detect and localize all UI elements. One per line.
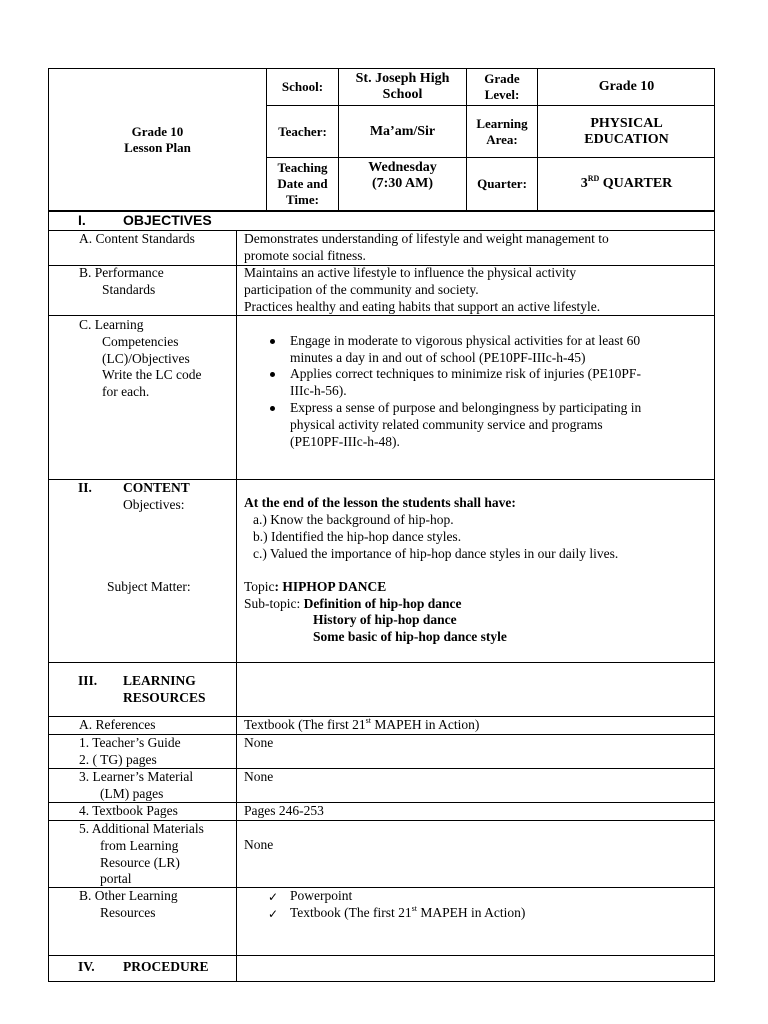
- lc-item-1: Engage in moderate to vigorous physical activities for at least 60 minutes a day in and out of school (PE10PF-IIIc-h-45): [290, 333, 641, 365]
- school-value: St. Joseph High School: [355, 71, 450, 102]
- objectives-heading: OBJECTIVES: [123, 212, 212, 228]
- lc-item-3: Express a sense of purpose and belongingness by participating in physical activity related community service and programs (PE10PF-IIIc-h-48).: [290, 400, 642, 449]
- learning-area-value: PHYSICAL EDUCATION: [584, 115, 669, 147]
- topic-line: Topic: HIPHOP DANCE: [244, 579, 387, 594]
- bullet-dot-icon: [270, 339, 275, 344]
- references-label: A. References: [79, 717, 156, 732]
- teacher-value: Ma’am/Sir: [369, 123, 436, 139]
- content-heading: CONTENT: [123, 480, 190, 495]
- content-objective-c: c.) Valued the importance of hip-hop dance styles in our daily lives.: [253, 546, 619, 561]
- lc-item-2: Applies correct techniques to minimize risk of injuries (PE10PF- IIIc-h-56).: [290, 366, 641, 398]
- grade-level-value: Grade 10: [598, 79, 655, 94]
- textbook-pages-value: Pages 246-253: [244, 803, 324, 818]
- teaching-date-label: Teaching Date and Time:: [277, 160, 328, 207]
- content-objective-a: a.) Know the background of hip-hop.: [253, 512, 454, 527]
- content-intro: At the end of the lesson the students shall have:: [244, 495, 516, 510]
- additional-materials-label: 5. Additional Materials from Learning Resource (LR) portal: [79, 821, 204, 887]
- references-value: Textbook (The first 21st MAPEH in Action): [244, 716, 480, 732]
- subject-matter-label: Subject Matter:: [107, 579, 191, 594]
- learning-competencies-label: C. Learning Competencies (LC)/Objectives Write the LC code for each.: [79, 317, 202, 400]
- additional-materials-value: None: [244, 837, 274, 852]
- school-label: School:: [281, 79, 324, 94]
- subtopic-history: History of hip-hop dance: [313, 612, 457, 627]
- teacher-label: Teacher:: [278, 123, 327, 139]
- content-objective-b: b.) Identified the hip-hop dance styles.: [253, 529, 462, 544]
- objectives-numeral: I.: [78, 212, 86, 228]
- content-standards-text: Demonstrates understanding of lifestyle and weight management to promote social fitness.: [244, 231, 609, 263]
- other-resource-textbook: Textbook (The first 21st MAPEH in Action): [290, 904, 526, 920]
- procedure-numeral: IV.: [78, 959, 95, 974]
- learners-material-label: 3. Learner’s Material (LM) pages: [79, 769, 194, 801]
- checkmark-icon: ✓: [268, 907, 279, 921]
- checkmark-icon: ✓: [268, 890, 279, 904]
- resources-heading: LEARNING RESOURCES: [123, 673, 206, 705]
- procedure-heading: PROCEDURE: [123, 959, 209, 974]
- other-resources-label: B. Other Learning Resources: [79, 888, 178, 920]
- lesson-plan-title: Grade 10 Lesson Plan: [124, 123, 191, 155]
- teachers-guide-value: None: [244, 735, 274, 750]
- resources-numeral: III.: [78, 673, 98, 688]
- teaching-date-value: Wednesday (7:30 AM): [368, 160, 437, 191]
- subtopic-basics: Some basic of hip-hop dance style: [313, 629, 507, 644]
- subtopic-line: Sub-topic: Definition of hip-hop dance: [244, 596, 462, 611]
- quarter-value: 3RD QUARTER: [580, 174, 673, 191]
- quarter-label: Quarter:: [477, 176, 527, 191]
- textbook-pages-label: 4. Textbook Pages: [79, 803, 178, 818]
- content-objectives-label: Objectives:: [123, 497, 185, 512]
- content-standards-label: A. Content Standards: [79, 231, 195, 246]
- other-resource-powerpoint: Powerpoint: [290, 888, 353, 903]
- learners-material-value: None: [244, 769, 274, 784]
- grade-level-label: Grade Level:: [484, 71, 520, 102]
- content-numeral: II.: [78, 480, 92, 495]
- bullet-dot-icon: [270, 406, 275, 411]
- learning-area-label: Learning Area:: [476, 115, 528, 147]
- teachers-guide-label: 1. Teacher’s Guide 2. ( TG) pages: [79, 735, 181, 767]
- bullet-dot-icon: [270, 372, 275, 377]
- performance-standards-label: B. Performance Standards: [79, 265, 164, 297]
- performance-standards-text: Maintains an active lifestyle to influence the physical activity participation of the community and society. Practices healthy and eating habits that support an active lifestyle.: [244, 265, 601, 314]
